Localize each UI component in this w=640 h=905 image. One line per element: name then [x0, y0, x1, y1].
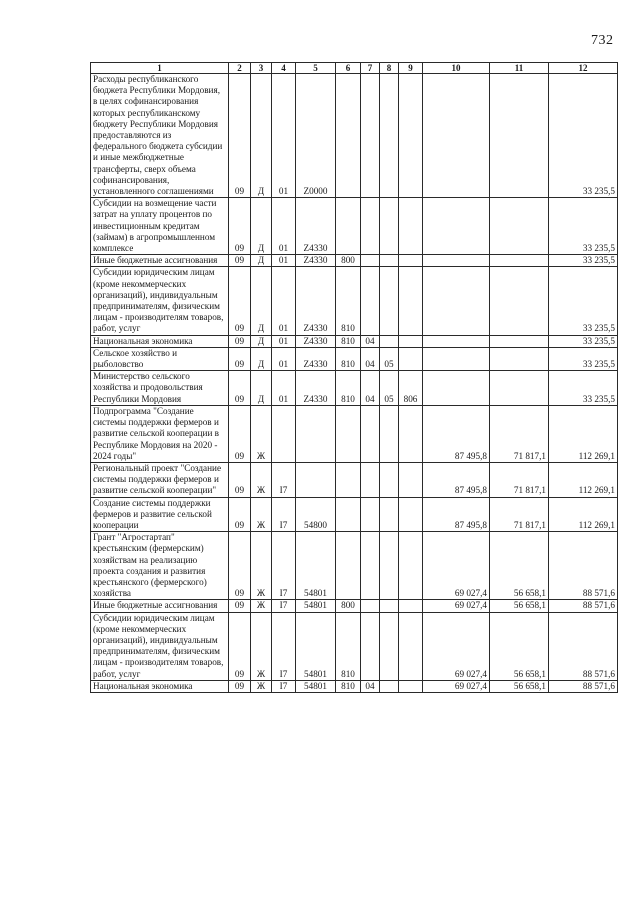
column-header: 8 — [380, 63, 399, 74]
cell-ministry: 09 — [229, 347, 251, 370]
column-header: 9 — [399, 63, 423, 74]
column-header: 5 — [296, 63, 336, 74]
cell-expense-type: 800 — [336, 600, 361, 612]
cell-expense-type: 800 — [336, 255, 361, 267]
cell-amount-2: 56 658,1 — [490, 600, 549, 612]
cell-admin — [399, 255, 423, 267]
cell-amount-2: 71 817,1 — [490, 462, 549, 497]
row-name: Грант "Агростартап" крестьянским (фермерским) хозяйствам на реализацию проекта создания и развития крестьянского (фермерского) хозяйства — [91, 532, 229, 600]
cell-subprogram: 01 — [272, 347, 296, 370]
column-header: 6 — [336, 63, 361, 74]
cell-subsection — [380, 405, 399, 462]
row-name: Сельское хозяйство и рыболовство — [91, 347, 229, 370]
cell-amount-3: 33 235,5 — [549, 255, 618, 267]
cell-amount-2 — [490, 347, 549, 370]
cell-amount-2 — [490, 267, 549, 335]
table-row — [91, 371, 618, 406]
column-header: 7 — [361, 63, 380, 74]
cell-admin — [399, 405, 423, 462]
cell-expense-type: 810 — [336, 612, 361, 680]
cell-ministry: 09 — [229, 532, 251, 600]
cell-expense-type — [336, 198, 361, 255]
cell-ministry: 09 — [229, 74, 251, 198]
column-header: 1 — [91, 63, 229, 74]
row-name: Создание системы поддержки фермеров и развитие сельской кооперации — [91, 497, 229, 532]
cell-subprogram: 01 — [272, 371, 296, 406]
cell-section — [361, 198, 380, 255]
table-row — [91, 74, 618, 198]
cell-amount-3: 88 571,6 — [549, 612, 618, 680]
cell-admin — [399, 267, 423, 335]
cell-section — [361, 74, 380, 198]
cell-section — [361, 600, 380, 612]
cell-subsection — [380, 497, 399, 532]
table-row — [91, 612, 618, 680]
row-name: Субсидии на возмещение части затрат на уплату процентов по инвестиционным кредитам (займам) в агропромышленном комплексе — [91, 198, 229, 255]
cell-program: Ж — [251, 612, 272, 680]
cell-section — [361, 255, 380, 267]
cell-target-item: 54801 — [296, 612, 336, 680]
cell-admin — [399, 612, 423, 680]
cell-subprogram: 01 — [272, 267, 296, 335]
header-row — [91, 63, 618, 74]
cell-expense-type: 810 — [336, 680, 361, 692]
column-header: 12 — [549, 63, 618, 74]
cell-section — [361, 612, 380, 680]
cell-subprogram: 01 — [272, 74, 296, 198]
cell-amount-2: 71 817,1 — [490, 497, 549, 532]
cell-program: Ж — [251, 600, 272, 612]
cell-program: Ж — [251, 532, 272, 600]
cell-subprogram: I7 — [272, 532, 296, 600]
cell-amount-3: 33 235,5 — [549, 371, 618, 406]
cell-expense-type: 810 — [336, 335, 361, 347]
table-row — [91, 462, 618, 497]
cell-ministry: 09 — [229, 198, 251, 255]
cell-subsection — [380, 462, 399, 497]
cell-program: Д — [251, 198, 272, 255]
page-number: 732 — [591, 33, 614, 48]
cell-expense-type — [336, 405, 361, 462]
cell-expense-type — [336, 462, 361, 497]
cell-subsection — [380, 335, 399, 347]
cell-target-item: Z4330 — [296, 255, 336, 267]
cell-section: 04 — [361, 680, 380, 692]
cell-amount-1 — [423, 371, 490, 406]
cell-section — [361, 267, 380, 335]
row-name: Национальная экономика — [91, 335, 229, 347]
table-row — [91, 405, 618, 462]
cell-program: Ж — [251, 680, 272, 692]
cell-ministry: 09 — [229, 335, 251, 347]
table-row — [91, 347, 618, 370]
cell-subprogram: 01 — [272, 335, 296, 347]
cell-section — [361, 532, 380, 600]
cell-program: Д — [251, 74, 272, 198]
column-header: 11 — [490, 63, 549, 74]
cell-section: 04 — [361, 371, 380, 406]
cell-program: Ж — [251, 405, 272, 462]
cell-subprogram: I7 — [272, 612, 296, 680]
cell-amount-1: 87 495,8 — [423, 497, 490, 532]
cell-section: 04 — [361, 335, 380, 347]
table-body — [91, 74, 618, 693]
table-row — [91, 267, 618, 335]
row-name: Иные бюджетные ассигнования — [91, 600, 229, 612]
cell-amount-1: 69 027,4 — [423, 612, 490, 680]
cell-expense-type: 810 — [336, 371, 361, 406]
cell-admin — [399, 680, 423, 692]
cell-admin — [399, 198, 423, 255]
cell-program: Д — [251, 371, 272, 406]
row-name: Расходы республиканского бюджета Республики Мордовия, в целях софинансирования которых республиканскому бюджету Республики Мордовия предоставляются из федерального бюджета субсидии и иные межбюджетные трансферты, сверх объема софинансирования, установленного соглашениями — [91, 74, 229, 198]
cell-program: Д — [251, 267, 272, 335]
cell-admin — [399, 335, 423, 347]
cell-ministry: 09 — [229, 600, 251, 612]
cell-amount-1: 69 027,4 — [423, 600, 490, 612]
cell-amount-2 — [490, 198, 549, 255]
cell-amount-3: 112 269,1 — [549, 462, 618, 497]
cell-subsection — [380, 532, 399, 600]
cell-target-item: 54801 — [296, 532, 336, 600]
cell-program: Ж — [251, 462, 272, 497]
cell-admin — [399, 347, 423, 370]
cell-target-item: 54801 — [296, 600, 336, 612]
cell-amount-2: 56 658,1 — [490, 532, 549, 600]
cell-amount-1 — [423, 198, 490, 255]
cell-subprogram — [272, 405, 296, 462]
row-name: Национальная экономика — [91, 680, 229, 692]
cell-expense-type: 810 — [336, 267, 361, 335]
cell-expense-type: 810 — [336, 347, 361, 370]
cell-subsection — [380, 198, 399, 255]
row-name: Региональный проект "Создание системы поддержки фермеров и развитие сельской кооперации" — [91, 462, 229, 497]
cell-target-item: Z0000 — [296, 74, 336, 198]
table-row — [91, 335, 618, 347]
cell-subsection — [380, 267, 399, 335]
cell-subsection: 05 — [380, 347, 399, 370]
cell-section — [361, 405, 380, 462]
cell-ministry: 09 — [229, 255, 251, 267]
cell-subsection — [380, 74, 399, 198]
cell-ministry: 09 — [229, 405, 251, 462]
cell-amount-2 — [490, 371, 549, 406]
cell-target-item: Z4330 — [296, 198, 336, 255]
cell-subprogram: 01 — [272, 255, 296, 267]
row-name: Субсидии юридическим лицам (кроме некоммерческих организаций), индивидуальным предпринимателям, физическим лицам - производителям товаров, работ, услуг — [91, 267, 229, 335]
cell-amount-3: 88 571,6 — [549, 680, 618, 692]
cell-amount-1 — [423, 74, 490, 198]
cell-target-item: Z4330 — [296, 371, 336, 406]
cell-amount-3: 88 571,6 — [549, 600, 618, 612]
cell-target-item: 54800 — [296, 497, 336, 532]
cell-admin — [399, 462, 423, 497]
cell-section: 04 — [361, 347, 380, 370]
cell-amount-3: 112 269,1 — [549, 497, 618, 532]
cell-amount-3: 33 235,5 — [549, 198, 618, 255]
budget-table — [90, 62, 618, 693]
cell-subsection — [380, 612, 399, 680]
cell-target-item — [296, 405, 336, 462]
cell-amount-1 — [423, 347, 490, 370]
cell-amount-1: 87 495,8 — [423, 462, 490, 497]
cell-ministry: 09 — [229, 267, 251, 335]
cell-target-item: Z4330 — [296, 335, 336, 347]
cell-amount-3: 33 235,5 — [549, 347, 618, 370]
cell-subprogram: 01 — [272, 198, 296, 255]
cell-subprogram: I7 — [272, 680, 296, 692]
cell-amount-1 — [423, 335, 490, 347]
cell-amount-3: 33 235,5 — [549, 335, 618, 347]
cell-amount-2: 71 817,1 — [490, 405, 549, 462]
cell-target-item — [296, 462, 336, 497]
cell-subprogram: I7 — [272, 462, 296, 497]
cell-admin — [399, 74, 423, 198]
row-name: Субсидии юридическим лицам (кроме некоммерческих организаций), индивидуальным предпринимателям, физическим лицам - производителям товаров, работ, услуг — [91, 612, 229, 680]
cell-ministry: 09 — [229, 612, 251, 680]
cell-amount-3: 112 269,1 — [549, 405, 618, 462]
cell-amount-3: 33 235,5 — [549, 267, 618, 335]
cell-admin — [399, 497, 423, 532]
cell-amount-3: 33 235,5 — [549, 74, 618, 198]
cell-subsection: 05 — [380, 371, 399, 406]
cell-target-item: 54801 — [296, 680, 336, 692]
cell-program: Ж — [251, 497, 272, 532]
column-header: 4 — [272, 63, 296, 74]
column-header: 10 — [423, 63, 490, 74]
cell-admin: 806 — [399, 371, 423, 406]
table-row — [91, 532, 618, 600]
cell-target-item: Z4330 — [296, 267, 336, 335]
cell-program: Д — [251, 347, 272, 370]
row-name: Министерство сельского хозяйства и продовольствия Республики Мордовия — [91, 371, 229, 406]
cell-amount-1: 69 027,4 — [423, 532, 490, 600]
table-row — [91, 600, 618, 612]
cell-admin — [399, 532, 423, 600]
cell-subsection — [380, 680, 399, 692]
cell-amount-2 — [490, 74, 549, 198]
cell-ministry: 09 — [229, 462, 251, 497]
row-name: Иные бюджетные ассигнования — [91, 255, 229, 267]
cell-amount-2 — [490, 335, 549, 347]
cell-amount-1: 69 027,4 — [423, 680, 490, 692]
cell-amount-1: 87 495,8 — [423, 405, 490, 462]
cell-program: Д — [251, 335, 272, 347]
cell-amount-3: 88 571,6 — [549, 532, 618, 600]
cell-amount-2: 56 658,1 — [490, 680, 549, 692]
cell-subsection — [380, 600, 399, 612]
cell-section — [361, 462, 380, 497]
cell-amount-1 — [423, 255, 490, 267]
column-header: 3 — [251, 63, 272, 74]
cell-admin — [399, 600, 423, 612]
cell-section — [361, 497, 380, 532]
table-row — [91, 255, 618, 267]
cell-subprogram: I7 — [272, 497, 296, 532]
column-header: 2 — [229, 63, 251, 74]
cell-amount-2 — [490, 255, 549, 267]
cell-expense-type — [336, 532, 361, 600]
cell-expense-type — [336, 497, 361, 532]
cell-subsection — [380, 255, 399, 267]
cell-ministry: 09 — [229, 497, 251, 532]
cell-program: Д — [251, 255, 272, 267]
table-row — [91, 198, 618, 255]
cell-target-item: Z4330 — [296, 347, 336, 370]
cell-ministry: 09 — [229, 680, 251, 692]
table-row — [91, 680, 618, 692]
row-name: Подпрограмма "Создание системы поддержки фермеров и развитие сельской кооперации в Республике Мордовия на 2020 - 2024 годы" — [91, 405, 229, 462]
cell-amount-1 — [423, 267, 490, 335]
cell-ministry: 09 — [229, 371, 251, 406]
table-row — [91, 497, 618, 532]
cell-subprogram: I7 — [272, 600, 296, 612]
cell-expense-type — [336, 74, 361, 198]
cell-amount-2: 56 658,1 — [490, 612, 549, 680]
